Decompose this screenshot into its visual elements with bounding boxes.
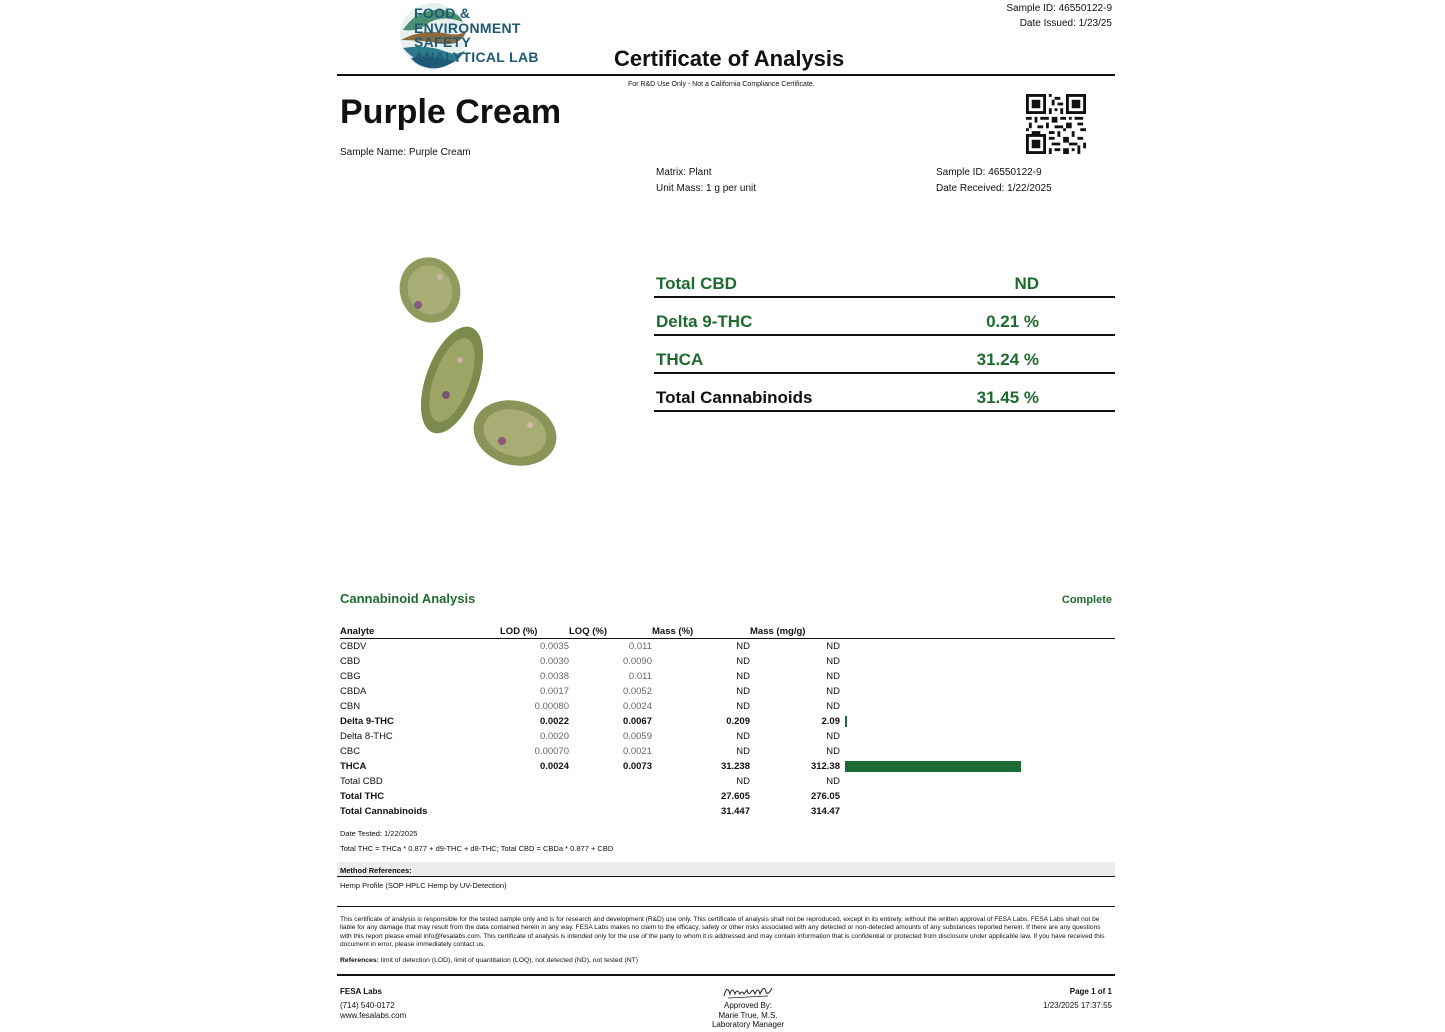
summary-row-total-cbd <box>654 260 1115 298</box>
summary-row-total-cannabinoids <box>654 374 1115 412</box>
cell-analyte: CBD <box>340 656 361 667</box>
col-analyte: Analyte <box>340 624 500 639</box>
cell-analyte: CBG <box>340 671 361 682</box>
cell-lod: 0.0038 <box>539 671 569 682</box>
references-text: limit of detection (LOD), limit of quantitation (LOQ), not detected (ND), not tested (NT) <box>378 957 639 964</box>
col-lod: LOD (%) <box>500 624 569 639</box>
cell-lod: 0.0022 <box>539 716 569 727</box>
cell-mass-pct: 31.447 <box>720 806 750 817</box>
cell-mass-pct: ND <box>736 776 750 787</box>
cell-loq <box>569 774 652 789</box>
table-row <box>340 639 1115 655</box>
cell-loq: 0.0052 <box>622 686 652 697</box>
lab-name: FOOD & ENVIRONMENT SAFETY ANALYTICAL LAB <box>414 5 539 65</box>
cell-mass-mg: ND <box>826 701 840 712</box>
method-heading: Method References: <box>340 866 412 875</box>
signature <box>722 982 774 1000</box>
cell-analyte: Total CBD <box>340 776 383 787</box>
summary-value: ND <box>1014 274 1039 293</box>
product-photo <box>390 245 570 475</box>
cell-bar <box>840 789 1115 804</box>
date-issued: Date Issued: 1/23/25 <box>1019 18 1112 29</box>
cell-loq: 0.0024 <box>622 701 652 712</box>
cell-mass-pct: ND <box>736 686 750 697</box>
cell-analyte: THCA <box>340 761 367 772</box>
cell-bar <box>840 729 1115 744</box>
disclaimer: For R&D Use Only - Not a California Compliance Certificate. <box>628 81 815 88</box>
col-bar <box>840 624 1115 639</box>
cell-mass-mg: ND <box>826 746 840 757</box>
header-divider <box>337 74 1115 76</box>
cell-mass-pct: 31.238 <box>720 761 750 772</box>
cell-lod: 0.0024 <box>539 761 569 772</box>
table-row <box>340 699 1115 714</box>
cell-loq: 0.0073 <box>622 761 652 772</box>
matrix: Matrix: Plant <box>656 167 712 178</box>
cell-analyte: Delta 9-THC <box>340 716 394 727</box>
cell-analyte: Delta 8-THC <box>340 731 393 742</box>
cell-analyte: CBC <box>340 746 361 757</box>
cell-analyte: Total THC <box>340 791 385 802</box>
table-row <box>340 774 1115 789</box>
cell-bar <box>840 669 1115 684</box>
cell-mass-mg: 276.05 <box>810 791 840 802</box>
cell-bar <box>840 654 1115 669</box>
cell-loq: 0.0067 <box>622 716 652 727</box>
sample-name: Sample Name: Purple Cream <box>340 147 471 158</box>
summary-label: THCA <box>656 350 704 369</box>
total-formula: Total THC = THCa * 0.877 + d9-THC + d8-THC; Total CBD = CBDa * 0.877 + CBD <box>340 844 614 853</box>
sample-id: Sample ID: 46550122-9 <box>936 167 1042 178</box>
cell-bar <box>840 699 1115 714</box>
references-label: References: <box>340 957 379 964</box>
footer-phone: (714) 540-0172 <box>340 1001 395 1010</box>
unit-mass: Unit Mass: 1 g per unit <box>656 183 757 194</box>
col-mass-pct: Mass (%) <box>652 624 750 639</box>
header-sample-id: Sample ID: 46550122-9 <box>1006 3 1112 14</box>
cell-lod <box>500 804 569 819</box>
cell-mass-mg: 314.47 <box>810 806 840 817</box>
cell-mass-pct: ND <box>736 746 750 757</box>
cell-lod: 0.0017 <box>539 686 569 697</box>
cell-bar <box>840 804 1115 819</box>
method-text: Hemp Profile (SOP HPLC Hemp by UV-Detection) <box>340 881 507 890</box>
cell-mass-pct: ND <box>736 671 750 682</box>
page-number: Page 1 of 1 <box>1069 987 1112 996</box>
cell-mass-mg: ND <box>826 656 840 667</box>
cell-analyte: CBN <box>340 701 361 712</box>
cell-loq: 0.0059 <box>622 731 652 742</box>
cell-bar <box>840 744 1115 759</box>
approved-by: Approved By: <box>723 1001 773 1010</box>
product-name: Purple Cream <box>340 93 562 131</box>
approver-name: Marie True, M.S. <box>718 1010 778 1020</box>
summary-label: Total CBD <box>656 274 737 293</box>
table-header <box>340 624 1115 639</box>
cell-loq <box>569 789 652 804</box>
table-row <box>340 714 1115 729</box>
summary-value: 31.24 % <box>976 350 1039 369</box>
cell-loq <box>569 804 652 819</box>
col-loq: LOQ (%) <box>569 624 652 639</box>
cell-mass-mg: ND <box>826 776 840 787</box>
cell-loq: 0.011 <box>628 641 652 652</box>
analysis-status: Complete <box>1061 594 1112 606</box>
cell-mass-mg: 2.09 <box>821 716 840 727</box>
table-row <box>340 744 1115 759</box>
document-title: Certificate of Analysis <box>614 46 845 71</box>
method-header-band <box>337 862 1115 877</box>
cell-mass-mg: 312.38 <box>810 761 840 772</box>
table-body <box>340 639 1115 820</box>
cell-mass-mg: ND <box>826 686 840 697</box>
legal-divider <box>337 906 1115 907</box>
analysis-title: Cannabinoid Analysis <box>340 591 476 606</box>
footer-divider <box>337 974 1115 976</box>
approver-title: Laboratory Manager <box>711 1020 785 1029</box>
cell-loq: 0.0021 <box>622 746 652 757</box>
summary-value: 31.45 % <box>976 388 1039 407</box>
cell-mass-pct: ND <box>736 731 750 742</box>
cell-mass-pct: ND <box>736 701 750 712</box>
cannabinoid-table <box>340 624 1115 819</box>
summary-row-thca <box>654 336 1115 374</box>
cell-mass-mg: ND <box>826 641 840 652</box>
approval-block <box>698 1001 798 1030</box>
cell-bar <box>840 774 1115 789</box>
summary-value: 0.21 % <box>986 312 1039 331</box>
cell-analyte: CBDA <box>340 686 367 697</box>
cell-bar <box>840 759 1115 774</box>
cell-bar <box>840 639 1115 655</box>
cell-mass-pct: 27.605 <box>720 791 750 802</box>
cell-lod: 0.00080 <box>534 701 569 712</box>
summary-row-delta9-thc <box>654 298 1115 336</box>
table-row <box>340 789 1115 804</box>
table-row <box>340 759 1115 774</box>
cell-lod: 0.0035 <box>539 641 569 652</box>
table-row <box>340 729 1115 744</box>
footer-website[interactable]: www.fesalabs.com <box>340 1011 407 1020</box>
footer-company: FESA Labs <box>340 987 382 996</box>
footer-timestamp: 1/23/2025 17:37:55 <box>1043 1001 1112 1010</box>
mass-bar <box>845 761 1021 772</box>
cell-analyte: CBDV <box>340 641 367 652</box>
cell-mass-pct: ND <box>736 656 750 667</box>
table-row <box>340 804 1115 819</box>
cell-lod: 0.0030 <box>539 656 569 667</box>
summary-label: Delta 9-THC <box>656 312 753 331</box>
cell-loq: 0.011 <box>628 671 652 682</box>
mass-bar <box>845 716 847 727</box>
date-tested: Date Tested: 1/22/2025 <box>340 829 418 838</box>
cell-bar <box>840 714 1115 729</box>
cell-mass-mg: ND <box>826 671 840 682</box>
table-row <box>340 684 1115 699</box>
cell-bar <box>840 684 1115 699</box>
col-mass-mg: Mass (mg/g) <box>750 624 840 639</box>
table-row <box>340 654 1115 669</box>
cell-lod <box>500 789 569 804</box>
cell-loq: 0.0090 <box>622 656 652 667</box>
cell-mass-mg: ND <box>826 731 840 742</box>
cell-lod: 0.0020 <box>539 731 569 742</box>
date-received: Date Received: 1/22/2025 <box>936 183 1052 194</box>
qr-code[interactable] <box>1026 94 1086 154</box>
cell-lod: 0.00070 <box>534 746 569 757</box>
cell-mass-pct: 0.209 <box>726 716 750 727</box>
references <box>340 957 638 964</box>
summary-label: Total Cannabinoids <box>656 388 813 407</box>
cell-mass-pct: ND <box>736 641 750 652</box>
table-row <box>340 669 1115 684</box>
cell-analyte: Total Cannabinoids <box>340 806 428 817</box>
legal-text: This certificate of analysis is responsible for the tested sample only and is for research and development (R&D) use only. This certificate of analysis shall not be reproduced, except in its entirety, without the written approval of FESA Labs. FESA Labs shall not be liable for any damage that may result from the data contained herein in any way. FESA Labs makes no claim to the efficacy, safety or other risks associated with any detected or non-detected amounts of any substances reported herein. If there are any questions with this report please email info@fesalabs.com. This certificate of analysis is intended only for the use of the party to whom it is addressed and may contain information that is confidential or protected from disclosure under applicable law. If you have received this document in error, please immediately contact us. <box>340 916 1105 949</box>
cell-lod <box>500 774 569 789</box>
